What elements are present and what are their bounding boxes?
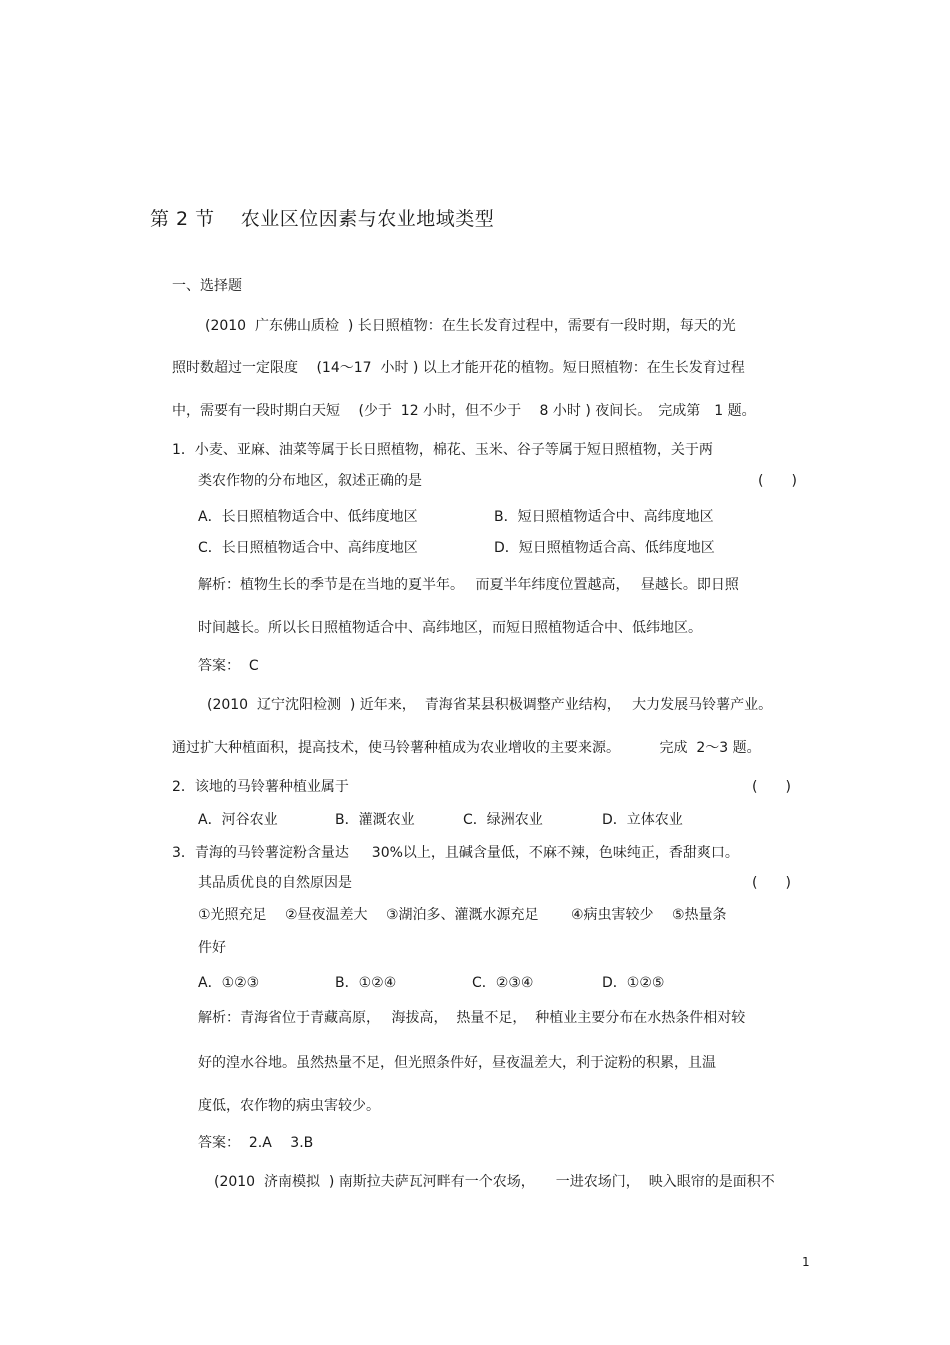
q3-option-d: D．①②⑤ (602, 975, 665, 991)
q3-answer-bracket: ( ) (752, 875, 791, 891)
q1-option-c: C．长日照植物适合中、高纬度地区 (198, 540, 418, 556)
q3-option-b: B．①②④ (335, 975, 397, 991)
q1-stem-line-1: 1．小麦、亚麻、油菜等属于长日照植物，棉花、玉米、谷子等属于短日照植物，关于两 (172, 442, 713, 458)
q1-option-a: A．长日照植物适合中、低纬度地区 (198, 509, 418, 525)
q3-stem-line-2: 其品质优良的自然原因是 (198, 875, 352, 891)
intro-1-line-2: 照时数超过一定限度 (14～17 小时 ) 以上才能开花的植物。短日照植物：在生长发育过程 (172, 360, 745, 376)
intro-2-line-1: (2010 辽宁沈阳检测 ) 近年来， 青海省某县积极调整产业结构， 大力发展马铃薯产业。 (207, 697, 773, 713)
q1-option-d: D．短日照植物适合高、低纬度地区 (494, 540, 715, 556)
q3-explanation-line-2: 好的湟水谷地。虽然热量不足，但光照条件好，昼夜温差大，利于淀粉的积累，且温 (198, 1055, 716, 1071)
q3-answer: 答案： 2.A 3.B (198, 1135, 314, 1151)
section-heading: 一、选择题 (172, 278, 242, 294)
q3-items-line-1: ①光照充足 ②昼夜温差大 ③湖泊多、灌溉水源充足 ④病虫害较少 ⑤热量条 (198, 907, 727, 923)
q2-option-a: A．河谷农业 (198, 812, 278, 828)
q3-stem-line-1: 3．青海的马铃薯淀粉含量达 30%以上，且碱含量低，不麻不辣，色味纯正，香甜爽口。 (172, 845, 739, 861)
q1-explanation-line-1: 解析：植物生长的季节是在当地的夏半年。 而夏半年纬度位置越高， 昼越长。即日照 (198, 577, 739, 593)
page-number: 1 (802, 1255, 810, 1269)
q3-items-line-2: 件好 (198, 940, 226, 956)
q2-stem: 2．该地的马铃薯种植业属于 (172, 779, 349, 795)
q3-option-a: A．①②③ (198, 975, 260, 991)
q1-stem-line-2: 类农作物的分布地区，叙述正确的是 (198, 473, 422, 489)
q1-option-b: B．短日照植物适合中、高纬度地区 (494, 509, 714, 525)
q2-option-b: B．灌溉农业 (335, 812, 415, 828)
q2-option-d: D．立体农业 (602, 812, 683, 828)
q2-option-c: C．绿洲农业 (463, 812, 543, 828)
intro-1-line-1: (2010 广东佛山质检 ) 长日照植物：在生长发育过程中，需要有一段时期，每天的光 (205, 318, 736, 334)
q3-option-c: C．②③④ (472, 975, 534, 991)
q3-explanation-line-1: 解析：青海省位于青藏高原， 海拔高， 热量不足， 种植业主要分布在水热条件相对较 (198, 1010, 746, 1026)
q1-explanation-line-2: 时间越长。所以长日照植物适合中、高纬地区，而短日照植物适合中、低纬地区。 (198, 620, 702, 636)
q1-answer-bracket: ( ) (758, 473, 797, 489)
q2-answer-bracket: ( ) (752, 779, 791, 795)
intro-1-line-3: 中，需要有一段时期白天短 (少于 12 小时，但不少于 8 小时 ) 夜间长。 完成第 1 题。 (172, 403, 756, 419)
intro-3-line-1: (2010 济南模拟 ) 南斯拉夫萨瓦河畔有一个农场， 一进农场门， 映入眼帘的是面积不 (214, 1174, 775, 1190)
q3-explanation-line-3: 度低，农作物的病虫害较少。 (198, 1098, 380, 1114)
intro-2-line-2: 通过扩大种植面积，提高技术，使马铃薯种植成为农业增收的主要来源。 完成 2～3 题。 (172, 740, 761, 756)
page-title: 第 2 节 农业区位因素与农业地域类型 (150, 208, 495, 230)
q1-answer: 答案： C (198, 658, 259, 674)
